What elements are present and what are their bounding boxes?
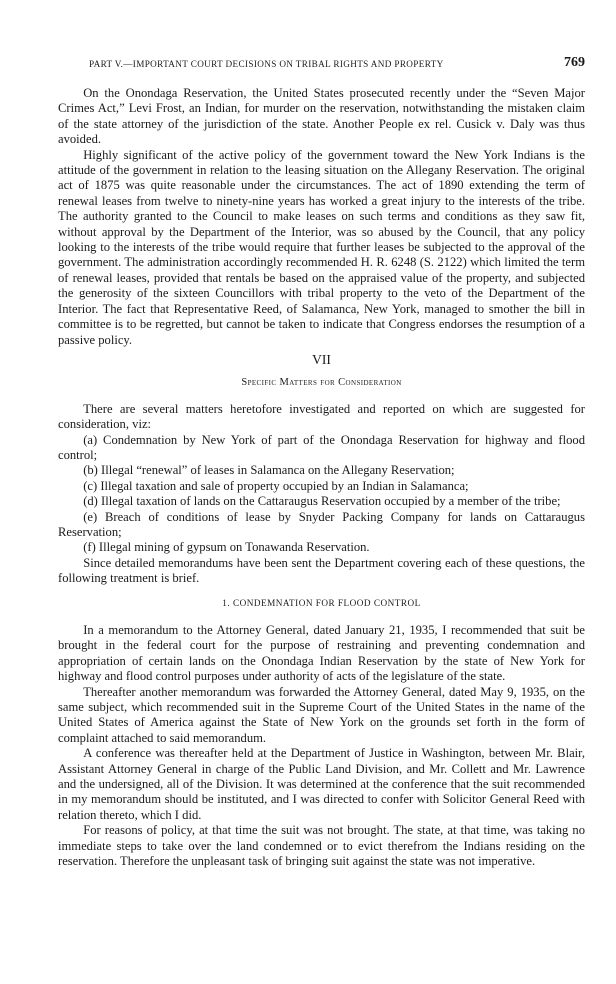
paragraph-memorandum-jan: In a memorandum to the Attorney General, dated January 21, 1935, I recommended that suit be brought in the federal court for the purpose of restraining and preventing condemnation and appropriation of certain lands on the Onondaga Indian Reservation by the state of New York for highway and flood control purposes under authority of acts of the legislature of the state. — [58, 623, 585, 684]
page-number: 769 — [564, 55, 585, 70]
page-body — [58, 86, 585, 870]
paragraph-memorandum-may: Thereafter another memorandum was forwarded the Attorney General, dated May 9, 1935, on the same subject, which recommended suit in the Supreme Court of the United States in the name of the United States of America against the State of New York on the grounds set forth in the form of complaint attached to said memorandum. — [58, 684, 585, 745]
list-item: (e) Breach of conditions of lease by Snyder Packing Company for lands on Cattaraugus Reservation; — [58, 509, 585, 539]
paragraph-policy: For reasons of policy, at that time the suit was not brought. The state, at that time, was taking no immediate steps to take over the land condemned or to evict therefrom the Indians residing on the reservation. Therefore the unpleasant task of bringing suit against the state was not imperative. — [58, 823, 585, 869]
section-title: Specific Matters for Consideration — [241, 377, 402, 389]
subsection-heading: 1. CONDEMNATION FOR FLOOD CONTROL — [222, 597, 421, 608]
section-closing: Since detailed memorandums have been sent the Department covering each of these questions, the following treatment is brief. — [58, 555, 585, 586]
section-intro: There are several matters heretofore investigated and reported on which are suggested for consideration, viz: — [58, 401, 585, 432]
list-item: (a) Condemnation by New York of part of the Onondaga Reservation for highway and flood control; — [58, 432, 585, 462]
paragraph-conference: A conference was thereafter held at the Department of Justice in Washington, between Mr. Blair, Assistant Attorney General in charge of the Public Land Division, and Mr. Collett and Mr. Lawrence and the undersigned, all of the Division. It was determined at the conference that the suit recommended in my memorandum should be instituted, and I was directed to confer with Solicitor General Reed with relation thereto, which I did. — [58, 746, 585, 822]
list-item: (f) Illegal mining of gypsum on Tonawanda Reservation. — [83, 540, 370, 555]
list-item: (b) Illegal “renewal” of leases in Salamanca on the Allegany Reservation; — [83, 463, 455, 478]
paragraph-onondaga: On the Onondaga Reservation, the United States prosecuted recently under the “Seven Major Crimes Act,” Levi Frost, an Indian, for murder on the reservation, notwithstanding the mistaken claim of the state attorney of the jurisdiction of the state. Another People ex rel. Cusick v. Daly was thus avoided. — [58, 86, 585, 147]
list-item: (d) Illegal taxation of lands on the Cattaraugus Reservation occupied by a member of the tribe; — [83, 494, 561, 509]
running-title: PART V.—IMPORTANT COURT DECISIONS ON TRIBAL RIGHTS AND PROPERTY — [89, 59, 444, 69]
section-number: VII — [312, 351, 331, 367]
paragraph-leasing-policy: Highly significant of the active policy of the government toward the New York Indians is the attitude of the government in relation to the leasing situation on the Allegany Reservation. The original act of 1875 was quite reasonable under the circumstances. The act of 1890 extending the term of renewal leases from twelve to ninety-nine years has worked a great injury to the interests of the tribe. The authority granted to the Council to make leases on such terms and conditions as they saw fit, without approval by the Department of the Interior, was so abused by the Council, that any policy looking to the interests of the tribe would require that further leases be subjected to the approval of the government. The administration accordingly recommended H. R. 6248 (S. 2122) which limited the term of renewal leases, provided that rentals be based on the appraised value of the property, and subjected the generosity of the sixteen Councillors with tribal property to the veto of the Department of the Interior. The fact that Representative Reed, of Salamanca, New York, managed to smother the bill in committee is to be regretted, but cannot be taken to indicate that Congress endorses the resumption of a passive policy. — [58, 147, 585, 347]
list-item: (c) Illegal taxation and sale of property occupied by an Indian in Salamanca; — [83, 478, 469, 493]
